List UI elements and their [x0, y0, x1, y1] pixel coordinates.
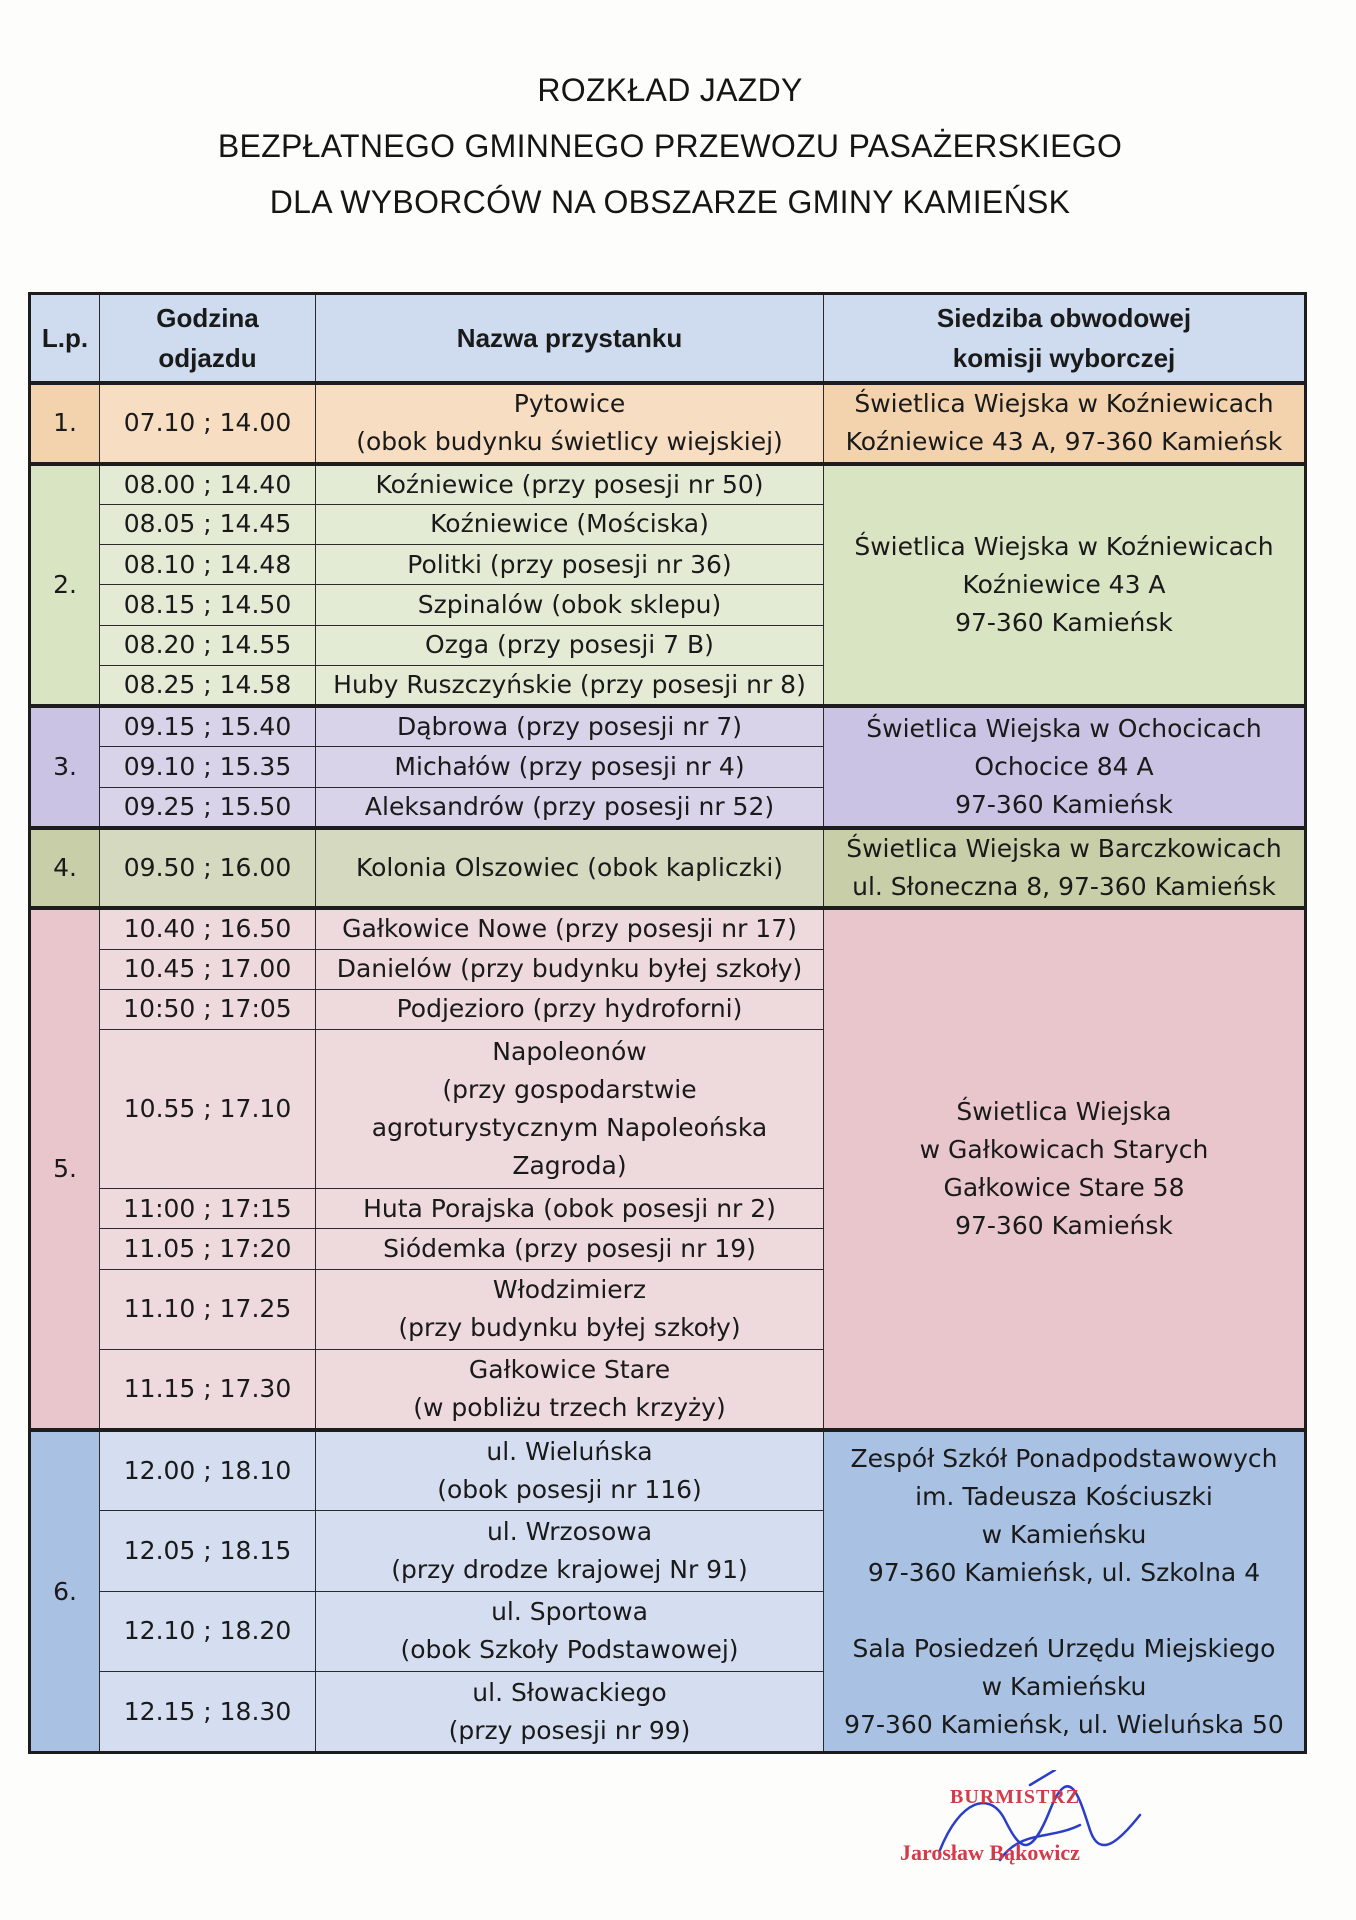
stop-name — [316, 1511, 824, 1592]
header-commission-line-1: Siedziba obwodowej — [936, 303, 1192, 333]
stop-name-line: ul. Wrzosowa — [486, 1516, 653, 1546]
table-row — [30, 383, 1306, 464]
departure-time: 08.00 ; 14.40 — [100, 464, 316, 505]
commission-address-line: 97-360 Kamieńsk, ul. Wieluńska 50 — [844, 1709, 1284, 1739]
stop-name — [316, 504, 824, 544]
commission-address-line: 97-360 Kamieńsk, ul. Szkolna 4 — [867, 1557, 1261, 1587]
commission-address — [824, 383, 1306, 464]
stop-name — [316, 706, 824, 747]
stop-name — [316, 1189, 824, 1229]
commission-address — [824, 706, 1306, 828]
stop-name-line: Włodzimierz — [492, 1275, 647, 1305]
commission-address-line — [830, 1592, 1298, 1630]
stop-name-line: ul. Sportowa — [491, 1597, 648, 1627]
header-commission — [824, 294, 1306, 384]
departure-time: 09.15 ; 15.40 — [100, 706, 316, 747]
document-header — [0, 62, 1340, 230]
stop-name-line: Podjezioro (przy hydroforni) — [396, 994, 743, 1024]
stop-name-line: Pytowice — [513, 389, 626, 419]
departure-time: 10.40 ; 16.50 — [100, 908, 316, 949]
commission-address-line: Zespół Szkół Ponadpodstawowych — [850, 1443, 1278, 1473]
stop-name-line: ul. Słowackiego — [472, 1677, 667, 1707]
stop-name — [316, 464, 824, 505]
header-departure-time — [100, 294, 316, 384]
header-lp: L.p. — [30, 294, 100, 384]
table-row — [30, 706, 1306, 747]
commission-address-line: 97-360 Kamieńsk — [955, 789, 1173, 819]
stop-name-line: Danielów (przy budynku byłej szkoły) — [336, 954, 803, 984]
group-number: 1. — [30, 383, 100, 464]
stop-name-line: Szpinalów (obok sklepu) — [417, 589, 722, 619]
commission-address-line: Sala Posiedzeń Urzędu Miejskiego — [852, 1633, 1276, 1663]
stop-name-line: (obok budynku świetlicy wiejskiej) — [356, 427, 783, 457]
schedule-body — [30, 383, 1306, 1753]
commission-address-line: im. Tadeusza Kościuszki — [915, 1481, 1213, 1511]
stop-name — [316, 1430, 824, 1511]
commission-address-line: Świetlica Wiejska w Koźniewicach — [854, 531, 1274, 561]
stop-name-line: (obok Szkoły Podstawowej) — [400, 1635, 739, 1665]
commission-address-line: Świetlica Wiejska w Ochocicach — [866, 713, 1262, 743]
departure-time: 08.25 ; 14.58 — [100, 665, 316, 706]
header-stop-name: Nazwa przystanku — [316, 294, 824, 384]
commission-address-line: w Kamieńsku — [981, 1671, 1147, 1701]
title-line-2: BEZPŁATNEGO GMINNEGO PRZEWOZU PASAŻERSKIEGO — [217, 128, 1123, 164]
commission-address — [824, 908, 1306, 1430]
stop-name — [316, 1672, 824, 1753]
stop-name — [316, 665, 824, 706]
stop-name-line: (przy gospodarstwie — [442, 1075, 697, 1105]
stop-name-line: Napoleonów — [492, 1037, 647, 1067]
commission-address-line: ul. Słoneczna 8, 97-360 Kamieńsk — [852, 872, 1276, 902]
stop-name — [316, 1269, 824, 1350]
commission-address-line: 97-360 Kamieńsk — [955, 607, 1173, 637]
commission-address — [824, 828, 1306, 909]
stop-name-line: Politki (przy posesji nr 36) — [407, 549, 732, 579]
commission-address-line: Koźniewice 43 A, 97-360 Kamieńsk — [845, 427, 1283, 457]
signature-title: BURMISTRZ — [950, 1786, 1081, 1808]
stop-name — [316, 908, 824, 949]
departure-time: 12.00 ; 18.10 — [100, 1430, 316, 1511]
departure-time: 12.15 ; 18.30 — [100, 1672, 316, 1753]
stop-name-line: Kolonia Olszowiec (obok kapliczki) — [355, 853, 784, 883]
departure-time: 10:50 ; 17:05 — [100, 989, 316, 1029]
stop-name — [316, 1229, 824, 1269]
stop-name-line: Huby Ruszczyńskie (przy posesji nr 8) — [333, 669, 806, 699]
stop-name — [316, 383, 824, 464]
stop-name — [316, 1591, 824, 1672]
stop-name — [316, 585, 824, 625]
departure-time: 09.50 ; 16.00 — [100, 828, 316, 909]
commission-address-line: w Kamieńsku — [981, 1519, 1147, 1549]
commission-address-line: Świetlica Wiejska w Koźniewicach — [854, 389, 1274, 419]
stop-name-line: Koźniewice (Mościska) — [430, 509, 709, 539]
title-line-1: ROZKŁAD JAZDY — [537, 72, 803, 108]
stop-name-line: Michałów (przy posesji nr 4) — [394, 751, 745, 781]
stop-name — [316, 828, 824, 909]
commission-address-line: Koźniewice 43 A — [962, 569, 1166, 599]
stop-name — [316, 1030, 824, 1189]
stop-name — [316, 989, 824, 1029]
stop-name — [316, 625, 824, 665]
stop-name — [316, 747, 824, 787]
commission-address — [824, 1430, 1306, 1752]
schedule-table — [28, 292, 1307, 1754]
departure-time: 11.10 ; 17.25 — [100, 1269, 316, 1350]
stop-name-line: Gałkowice Stare — [468, 1355, 671, 1385]
header-time-line-2: odjazdu — [158, 343, 257, 373]
stop-name-line: Ozga (przy posesji 7 B) — [425, 630, 714, 660]
commission-address-line: w Gałkowicach Starych — [919, 1135, 1209, 1165]
departure-time: 09.25 ; 15.50 — [100, 787, 316, 828]
table-row — [30, 908, 1306, 949]
stop-name-line: Huta Porajska (obok posesji nr 2) — [363, 1193, 776, 1223]
commission-address-line: Gałkowice Stare 58 — [943, 1173, 1185, 1203]
stop-name — [316, 787, 824, 828]
departure-time: 11.15 ; 17.30 — [100, 1350, 316, 1431]
departure-time: 12.10 ; 18.20 — [100, 1591, 316, 1672]
departure-time: 11.05 ; 17:20 — [100, 1229, 316, 1269]
table-header-row — [30, 294, 1306, 384]
group-number: 4. — [30, 828, 100, 909]
group-number: 3. — [30, 706, 100, 828]
departure-time: 10.55 ; 17.10 — [100, 1030, 316, 1189]
commission-address-line: Ochocice 84 A — [974, 751, 1154, 781]
stop-name — [316, 1350, 824, 1431]
stop-name-line: Siódemka (przy posesji nr 19) — [383, 1234, 756, 1264]
departure-time: 08.10 ; 14.48 — [100, 545, 316, 585]
stop-name-line: (w pobliżu trzech krzyży) — [413, 1393, 726, 1423]
departure-time: 07.10 ; 14.00 — [100, 383, 316, 464]
stop-name-line: (przy budynku byłej szkoły) — [398, 1313, 741, 1343]
departure-time: 10.45 ; 17.00 — [100, 949, 316, 989]
stop-name-line: (przy posesji nr 99) — [448, 1715, 691, 1745]
departure-time: 08.05 ; 14.45 — [100, 504, 316, 544]
departure-time: 09.10 ; 15.35 — [100, 747, 316, 787]
table-row — [30, 464, 1306, 505]
commission-address — [824, 464, 1306, 707]
group-number: 6. — [30, 1430, 100, 1752]
stop-name — [316, 949, 824, 989]
stop-name-line: (przy drodze krajowej Nr 91) — [391, 1554, 748, 1584]
departure-time: 08.15 ; 14.50 — [100, 585, 316, 625]
stop-name-line: Aleksandrów (przy posesji nr 52) — [364, 791, 775, 821]
table-row — [30, 1430, 1306, 1511]
stop-name-line: Gałkowice Nowe (przy posesji nr 17) — [342, 914, 797, 944]
stop-name-line: Dąbrowa (przy posesji nr 7) — [396, 712, 743, 742]
stop-name-line: agroturystycznym Napoleońska — [371, 1113, 768, 1143]
header-time-line-1: Godzina — [156, 303, 259, 333]
stop-name-line: Koźniewice (przy posesji nr 50) — [375, 469, 764, 499]
commission-address-line: 97-360 Kamieńsk — [955, 1211, 1173, 1241]
title-line-3: DLA WYBORCÓW NA OBSZARZE GMINY KAMIEŃSK — [269, 184, 1071, 220]
stop-name-line: (obok posesji nr 116) — [437, 1475, 702, 1505]
departure-time: 08.20 ; 14.55 — [100, 625, 316, 665]
departure-time: 11:00 ; 17:15 — [100, 1189, 316, 1229]
stop-name-line: ul. Wieluńska — [486, 1437, 653, 1467]
group-number: 2. — [30, 464, 100, 707]
commission-address-line: Świetlica Wiejska w Barczkowicach — [846, 834, 1282, 864]
table-row — [30, 828, 1306, 909]
stop-name — [316, 545, 824, 585]
commission-address-line: Świetlica Wiejska — [956, 1097, 1172, 1127]
group-number: 5. — [30, 908, 100, 1430]
stop-name-line: Zagroda) — [512, 1151, 627, 1181]
header-commission-line-2: komisji wyborczej — [952, 343, 1176, 373]
departure-time: 12.05 ; 18.15 — [100, 1511, 316, 1592]
signature-stamp — [880, 1770, 1180, 1880]
signature-name: Jarosław Bąkowicz — [900, 1840, 1080, 1865]
